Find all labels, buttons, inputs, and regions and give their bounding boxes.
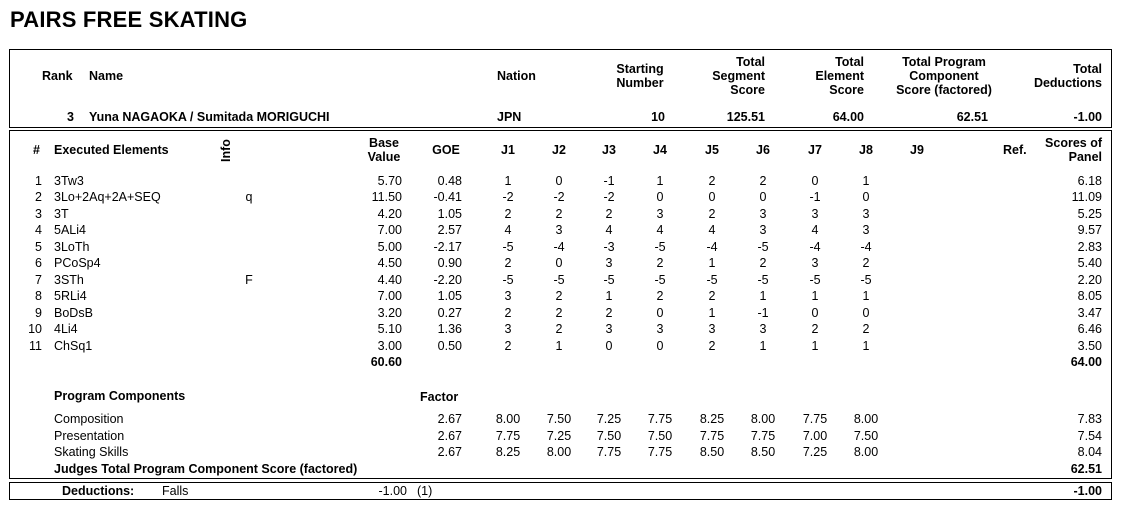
element-judge-score: -5 [706, 272, 718, 287]
element-judge-score: 3 [811, 256, 819, 271]
deductions-total: -1.00 [1073, 484, 1102, 498]
element-score-of-panel: 3.47 [1077, 305, 1102, 320]
element-code: PCoSp4 [54, 256, 101, 271]
component-judge-score: 8.50 [750, 445, 776, 459]
element-number: 4 [35, 223, 42, 238]
element-judge-score: 2 [555, 322, 563, 336]
element-judge-score: -1 [603, 174, 615, 188]
element-judge-score: -4 [809, 239, 821, 254]
component-row [0, 445, 1121, 460]
col-header-executed-elements: Executed Elements [54, 143, 169, 157]
element-judge-score: 2 [504, 256, 512, 271]
element-judge-score: -5 [502, 272, 514, 287]
element-row [0, 223, 1121, 238]
element-base-value: 3.20 [377, 305, 402, 320]
element-judge-score: 1 [759, 338, 767, 353]
element-goe: 1.36 [437, 322, 462, 336]
element-number: 2 [35, 190, 42, 205]
element-code: 3Lo+2Aq+2A+SEQ [54, 190, 161, 205]
element-number: 6 [35, 256, 42, 271]
element-row [0, 240, 1121, 255]
component-judge-score: 7.50 [546, 412, 572, 426]
component-judge-score: 7.75 [596, 445, 622, 459]
element-judge-score: 0 [862, 305, 870, 320]
element-goe: 0.50 [437, 338, 462, 353]
element-judge-score: 4 [811, 223, 819, 238]
element-judge-score: -5 [654, 272, 666, 287]
col-header-judge-5: J5 [705, 143, 719, 157]
element-base-value: 5.70 [377, 174, 402, 188]
element-goe: 0.90 [437, 256, 462, 271]
element-code: 3LoTh [54, 239, 90, 254]
element-base-value: 5.00 [377, 239, 402, 254]
col-header-total-segment-score: Total Segment Score [712, 55, 765, 97]
col-header-base-value: Base Value [367, 136, 401, 164]
col-header-judge-9: J9 [910, 143, 924, 157]
element-row [0, 289, 1121, 304]
element-judge-score: 0 [656, 190, 664, 205]
element-number: 9 [35, 305, 42, 320]
element-code: 5ALi4 [54, 223, 86, 238]
element-row [0, 322, 1121, 337]
element-judge-score: 0 [759, 190, 767, 205]
component-judge-score: 7.75 [802, 412, 828, 426]
base-value-total: 60.60 [370, 355, 402, 369]
element-judge-score: 2 [811, 322, 819, 336]
element-code: 4Li4 [54, 322, 78, 336]
element-row [0, 190, 1121, 205]
element-goe: 0.27 [437, 305, 462, 320]
element-judge-score: 3 [656, 206, 664, 221]
component-judge-score: 7.50 [647, 428, 673, 443]
col-header-judge-6: J6 [756, 143, 770, 157]
skater-deductions: -1.00 [1073, 110, 1102, 124]
component-judge-score: 7.50 [853, 428, 879, 443]
element-judge-score: 2 [504, 338, 512, 353]
factor-heading: Factor [420, 390, 459, 404]
element-judge-score: -4 [860, 239, 872, 254]
element-goe: 0.48 [437, 174, 462, 188]
element-judge-score: -5 [603, 272, 615, 287]
col-header-judge-2: J2 [552, 143, 566, 157]
element-judge-score: -5 [553, 272, 565, 287]
deduction-type: Falls [162, 484, 189, 498]
element-judge-score: -5 [502, 239, 514, 254]
element-judge-score: 3 [862, 223, 870, 238]
element-judge-score: 2 [605, 206, 613, 221]
skater-starting-number: 10 [651, 110, 665, 124]
col-header-rank: Rank [42, 69, 73, 83]
col-header-total-element-score: Total Element Score [815, 55, 864, 97]
col-header-judge-8: J8 [859, 143, 873, 157]
element-goe: 2.57 [437, 223, 462, 238]
element-judge-score: 4 [656, 223, 664, 238]
element-base-value: 4.40 [377, 272, 402, 287]
skater-pcs: 62.51 [956, 110, 988, 124]
element-number: 10 [28, 322, 42, 336]
component-judge-score: 8.00 [495, 412, 521, 426]
pcs-total-label: Judges Total Program Component Score (factored) [54, 462, 358, 476]
component-judge-score: 7.25 [546, 428, 572, 443]
element-row [0, 339, 1121, 354]
component-factor: 2.67 [437, 412, 462, 426]
component-judge-score: 8.00 [750, 412, 776, 426]
element-judge-score: 3 [708, 322, 716, 336]
col-header-goe: GOE [432, 143, 460, 157]
element-info: q [245, 190, 253, 205]
element-judge-score: -4 [706, 239, 718, 254]
element-code: 3T [54, 206, 69, 221]
col-header-number: # [33, 143, 40, 157]
element-judge-score: 1 [656, 174, 664, 188]
element-judge-score: 3 [759, 206, 767, 221]
element-judge-score: 0 [862, 190, 870, 205]
element-judge-score: 4 [708, 223, 716, 238]
element-judge-score: 2 [555, 305, 563, 320]
element-judge-score: 3 [504, 289, 512, 304]
component-score-of-panel: 7.54 [1077, 428, 1102, 443]
element-base-value: 3.00 [377, 338, 402, 353]
element-judge-score: -1 [809, 190, 821, 205]
element-goe: 1.05 [437, 289, 462, 304]
component-name: Composition [54, 412, 124, 426]
component-factor: 2.67 [437, 445, 462, 459]
element-judge-score: 2 [708, 338, 716, 353]
col-header-judge-7: J7 [808, 143, 822, 157]
skater-name: Yuna NAGAOKA / Sumitada MORIGUCHI [89, 110, 330, 124]
component-judge-score: 7.75 [750, 428, 776, 443]
element-score-of-panel: 8.05 [1077, 289, 1102, 304]
element-row [0, 273, 1121, 288]
element-score-of-panel: 5.40 [1077, 256, 1102, 271]
element-judge-score: 1 [862, 174, 870, 188]
element-judge-score: 3 [605, 322, 613, 336]
element-judge-score: 2 [656, 289, 664, 304]
deductions-label: Deductions: [62, 484, 135, 498]
element-judge-score: 2 [759, 256, 767, 271]
element-judge-score: 2 [708, 289, 716, 304]
element-code: 3Tw3 [54, 174, 84, 188]
element-judge-score: 3 [759, 322, 767, 336]
element-score-of-panel: 3.50 [1077, 338, 1102, 353]
program-components-heading: Program Components [54, 389, 186, 403]
element-judge-score: -4 [553, 239, 565, 254]
component-judge-score: 8.50 [699, 445, 725, 459]
element-code: 5RLi4 [54, 289, 87, 304]
component-judge-score: 7.25 [596, 412, 622, 426]
skater-rank: 3 [67, 110, 74, 124]
element-judge-score: -1 [757, 305, 769, 320]
element-judge-score: 2 [708, 206, 716, 221]
element-score-of-panel: 6.46 [1077, 322, 1102, 336]
element-goe: 1.05 [437, 206, 462, 221]
element-base-value: 4.50 [377, 256, 402, 271]
col-header-info: Info [219, 139, 233, 162]
element-judge-score: -5 [860, 272, 872, 287]
element-judge-score: 2 [555, 206, 563, 221]
element-row [0, 256, 1121, 271]
element-judge-score: 0 [555, 174, 563, 188]
element-number: 3 [35, 206, 42, 221]
component-judge-score: 7.00 [802, 428, 828, 443]
element-judge-score: 1 [862, 289, 870, 304]
element-judge-score: 1 [759, 289, 767, 304]
element-judge-score: 3 [862, 206, 870, 221]
element-judge-score: 2 [504, 305, 512, 320]
element-score-of-panel: 6.18 [1077, 174, 1102, 188]
element-score-of-panel: 2.83 [1077, 239, 1102, 254]
element-judge-score: 0 [555, 256, 563, 271]
component-name: Presentation [54, 428, 125, 443]
deduction-value: -1.00 [378, 484, 407, 498]
element-judge-score: 1 [708, 305, 716, 320]
skater-tss: 125.51 [726, 110, 765, 124]
element-code: ChSq1 [54, 338, 93, 353]
element-judge-score: 2 [605, 305, 613, 320]
component-judge-score: 8.25 [495, 445, 521, 459]
pcs-total: 62.51 [1070, 462, 1102, 476]
col-header-starting-number: Starting Number [616, 62, 664, 90]
element-judge-score: 3 [504, 322, 512, 336]
component-judge-score: 8.25 [699, 412, 725, 426]
tes-total: 64.00 [1070, 355, 1102, 369]
col-header-judge-3: J3 [602, 143, 616, 157]
element-judge-score: 1 [811, 289, 819, 304]
element-row [0, 207, 1121, 222]
element-base-value: 7.00 [377, 289, 402, 304]
element-judge-score: -3 [603, 239, 615, 254]
component-name: Skating Skills [54, 445, 129, 459]
element-judge-score: 0 [708, 190, 716, 205]
element-score-of-panel: 2.20 [1077, 272, 1102, 287]
element-judge-score: -2 [603, 190, 615, 205]
element-judge-score: 1 [708, 256, 716, 271]
element-judge-score: 4 [504, 223, 512, 238]
component-judge-score: 7.75 [699, 428, 725, 443]
element-judge-score: 0 [656, 305, 664, 320]
element-judge-score: 1 [555, 338, 563, 353]
element-row [0, 306, 1121, 321]
element-base-value: 4.20 [377, 206, 402, 221]
skater-nation: JPN [497, 110, 522, 124]
element-judge-score: -5 [757, 239, 769, 254]
element-number: 1 [35, 174, 42, 188]
element-judge-score: 1 [811, 338, 819, 353]
element-score-of-panel: 11.09 [1071, 190, 1102, 205]
component-judge-score: 7.50 [596, 428, 622, 443]
col-header-judge-1: J1 [501, 143, 515, 157]
element-judge-score: -2 [553, 190, 565, 205]
element-judge-score: 2 [555, 289, 563, 304]
element-judge-score: 0 [656, 338, 664, 353]
element-judge-score: 4 [605, 223, 613, 238]
element-goe: -2.17 [433, 239, 462, 254]
element-judge-score: 0 [811, 305, 819, 320]
element-judge-score: 2 [504, 206, 512, 221]
element-judge-score: 2 [862, 322, 870, 336]
element-base-value: 5.10 [377, 322, 402, 336]
element-judge-score: 2 [759, 174, 767, 188]
element-judge-score: 1 [605, 289, 613, 304]
element-base-value: 11.50 [371, 190, 402, 205]
col-header-nation: Nation [497, 69, 536, 83]
col-header-scores-of-panel: Scores of Panel [1045, 136, 1102, 164]
element-judge-score: 3 [811, 206, 819, 221]
element-judge-score: 0 [811, 174, 819, 188]
element-judge-score: 3 [605, 256, 613, 271]
col-header-total-deductions: Total Deductions [1033, 62, 1102, 90]
element-judge-score: -5 [757, 272, 769, 287]
element-number: 7 [35, 272, 42, 287]
col-header-total-pcs: Total Program Component Score (factored) [896, 55, 992, 97]
element-number: 11 [29, 338, 42, 353]
component-judge-score: 7.25 [802, 445, 828, 459]
element-info: F [245, 272, 253, 287]
element-judge-score: 1 [862, 338, 870, 353]
component-judge-score: 8.00 [546, 445, 572, 459]
element-judge-score: 1 [504, 174, 512, 188]
element-score-of-panel: 5.25 [1077, 206, 1102, 221]
component-judge-score: 7.75 [647, 445, 673, 459]
page-title: PAIRS FREE SKATING [10, 7, 248, 32]
skater-tes: 64.00 [832, 110, 864, 124]
element-number: 8 [35, 289, 42, 304]
element-judge-score: 0 [605, 338, 613, 353]
col-header-judge-4: J4 [653, 143, 667, 157]
component-judge-score: 7.75 [647, 412, 673, 426]
component-score-of-panel: 8.04 [1077, 445, 1102, 459]
element-code: 3STh [54, 272, 84, 287]
element-goe: -2.20 [433, 272, 462, 287]
col-header-name: Name [89, 69, 124, 83]
element-judge-score: 2 [708, 174, 716, 188]
element-judge-score: 3 [555, 223, 563, 238]
element-row [0, 174, 1121, 189]
component-judge-score: 8.00 [853, 412, 879, 426]
deduction-count: (1) [417, 484, 433, 498]
element-code: BoDsB [54, 305, 93, 320]
element-judge-score: 3 [759, 223, 767, 238]
component-score-of-panel: 7.83 [1077, 412, 1102, 426]
component-judge-score: 8.00 [853, 445, 879, 459]
element-score-of-panel: 9.57 [1077, 223, 1102, 238]
element-judge-score: 3 [656, 322, 664, 336]
element-goe: -0.41 [433, 190, 462, 205]
component-row [0, 412, 1121, 427]
component-judge-score: 7.75 [495, 428, 521, 443]
element-judge-score: 2 [862, 256, 870, 271]
element-judge-score: -5 [809, 272, 821, 287]
element-judge-score: -2 [502, 190, 514, 205]
col-header-ref: Ref. [1003, 143, 1027, 157]
element-judge-score: 2 [656, 256, 664, 271]
element-number: 5 [35, 239, 42, 254]
component-row [0, 429, 1121, 444]
element-base-value: 7.00 [377, 223, 402, 238]
component-factor: 2.67 [437, 428, 462, 443]
element-judge-score: -5 [654, 239, 666, 254]
